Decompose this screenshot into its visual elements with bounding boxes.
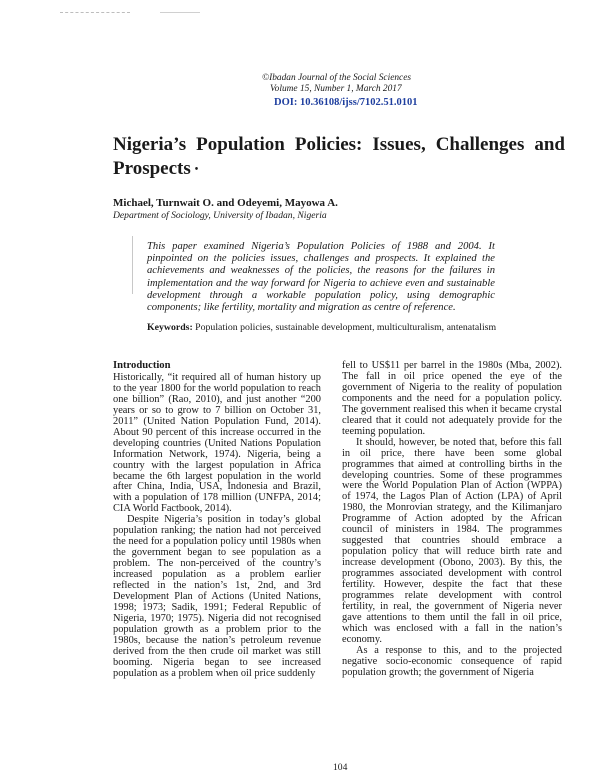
paragraph: As a response to this, and to the projected negative socio-economic consequence of rapid population growth; the government of Nigeria (342, 644, 562, 678)
authors: Michael, Turnwait O. and Odeyemi, Mayowa A. (113, 197, 338, 209)
left-column (113, 361, 321, 680)
right-column (342, 361, 562, 679)
journal-citation (262, 73, 512, 95)
header-rule (60, 12, 130, 13)
title-mark: • (194, 163, 199, 175)
paragraph: It should, however, be noted that, before this fall in oil price, there have been some global programmes that aimed at controlling births in the developing countries. Some of these programmes were the World Population Plan of Action (WPPA) of 1974, the Lagos Plan of Action (LPA) of April 1980, the Monrovian strategy, and the Kilimanjaro Programme of Action adopted by the African council of ministers in 1984. The programmes suggested that countries should embrace a population policy that will reduce birth rate and increase development (Obono, 2003). By this, the programmes associated development with control fertility. However, despite the fact that these programmes relate development with control fertility, in real, the government of Nigeria never gave attentions to them until the fall in oil price, which was enclosed with a fall in the nation’s economy. (342, 436, 562, 645)
abstract: This paper examined Nigeria’s Population Policies of 1988 and 2004. It pinpointed on the policies issues, challenges and prospects. It explained the achievements and weaknesses of the policies, the reasons for the failures in implementation and the way forward for Nigeria to achieve even and sustainable development through a workable population policy, using demographic components; like fertility, mortality and migration as centre of reference. (147, 241, 495, 314)
header-rule-short (160, 12, 200, 13)
doi-link[interactable]: DOI: 10.36108/ijss/7102.51.0101 (274, 97, 418, 108)
abstract-rule (132, 236, 133, 294)
article-title-text: Nigeria’s Population Policies: Issues, Challenges and Prospects (113, 134, 565, 179)
article-title (113, 133, 565, 182)
keywords-list: Population policies, sustainable development, multiculturalism, antenatalism (195, 322, 497, 333)
journal-name: ©Ibadan Journal of the Social Sciences (262, 73, 412, 83)
keywords (147, 322, 527, 333)
section-heading-introduction: Introduction (113, 360, 171, 371)
paragraph: fell to US$11 per barrel in the 1980s (Mba, 2002). The fall in oil price opened the eye of the government of Nigeria to the reality of population components and the need for a population policy. The government realised this when it became crystal cleared that it could not adequately provide for the teeming population. (342, 360, 562, 437)
affiliation: Department of Sociology, University of Ibadan, Nigeria (113, 210, 327, 221)
journal-volume: Volume 15, Number 1, March 2017 (270, 84, 402, 94)
keywords-label: Keywords: (147, 322, 193, 333)
page-number: 104 (333, 762, 348, 773)
paragraph: Despite Nigeria’s position in today’s global population ranking; the nation had not perceived the need for a population policy until 1980s when the government began to see population as a problem. The non-perceived of the country’s increased population as a problem earlier reflected in the nation’s 1st, 2nd, and 3rd Development Plan of Actions (United Nations, 1998; 1973; Sadik, 1991; Federal Republic of Nigeria, 1970; 1975). Nigeria did not recognised population growth as a problem prior to the 1980s, because the nation’s petroleum revenue derived from the then crude oil market was still booming. Nigeria began to see increased population as a problem when oil price suddenly (113, 514, 321, 679)
paragraph: Historically, “it required all of human history up to the year 1800 for the world population to reach one billion” (Rao, 2010), and just another “200 years or so to grow to 7 billion on October 31, 2011” (United Nation Population Fund, 2014). About 90 percent of this increase occurred in the developing countries (United Nations Population Information Network, 1974). Nigeria, being a country with the largest population in Africa became the 6th largest population in the world after China, India, USA, Indonesia and Brazil, with a population of 178 million (UNFPA, 2014; CIA World Factbook, 2014). (113, 371, 321, 515)
